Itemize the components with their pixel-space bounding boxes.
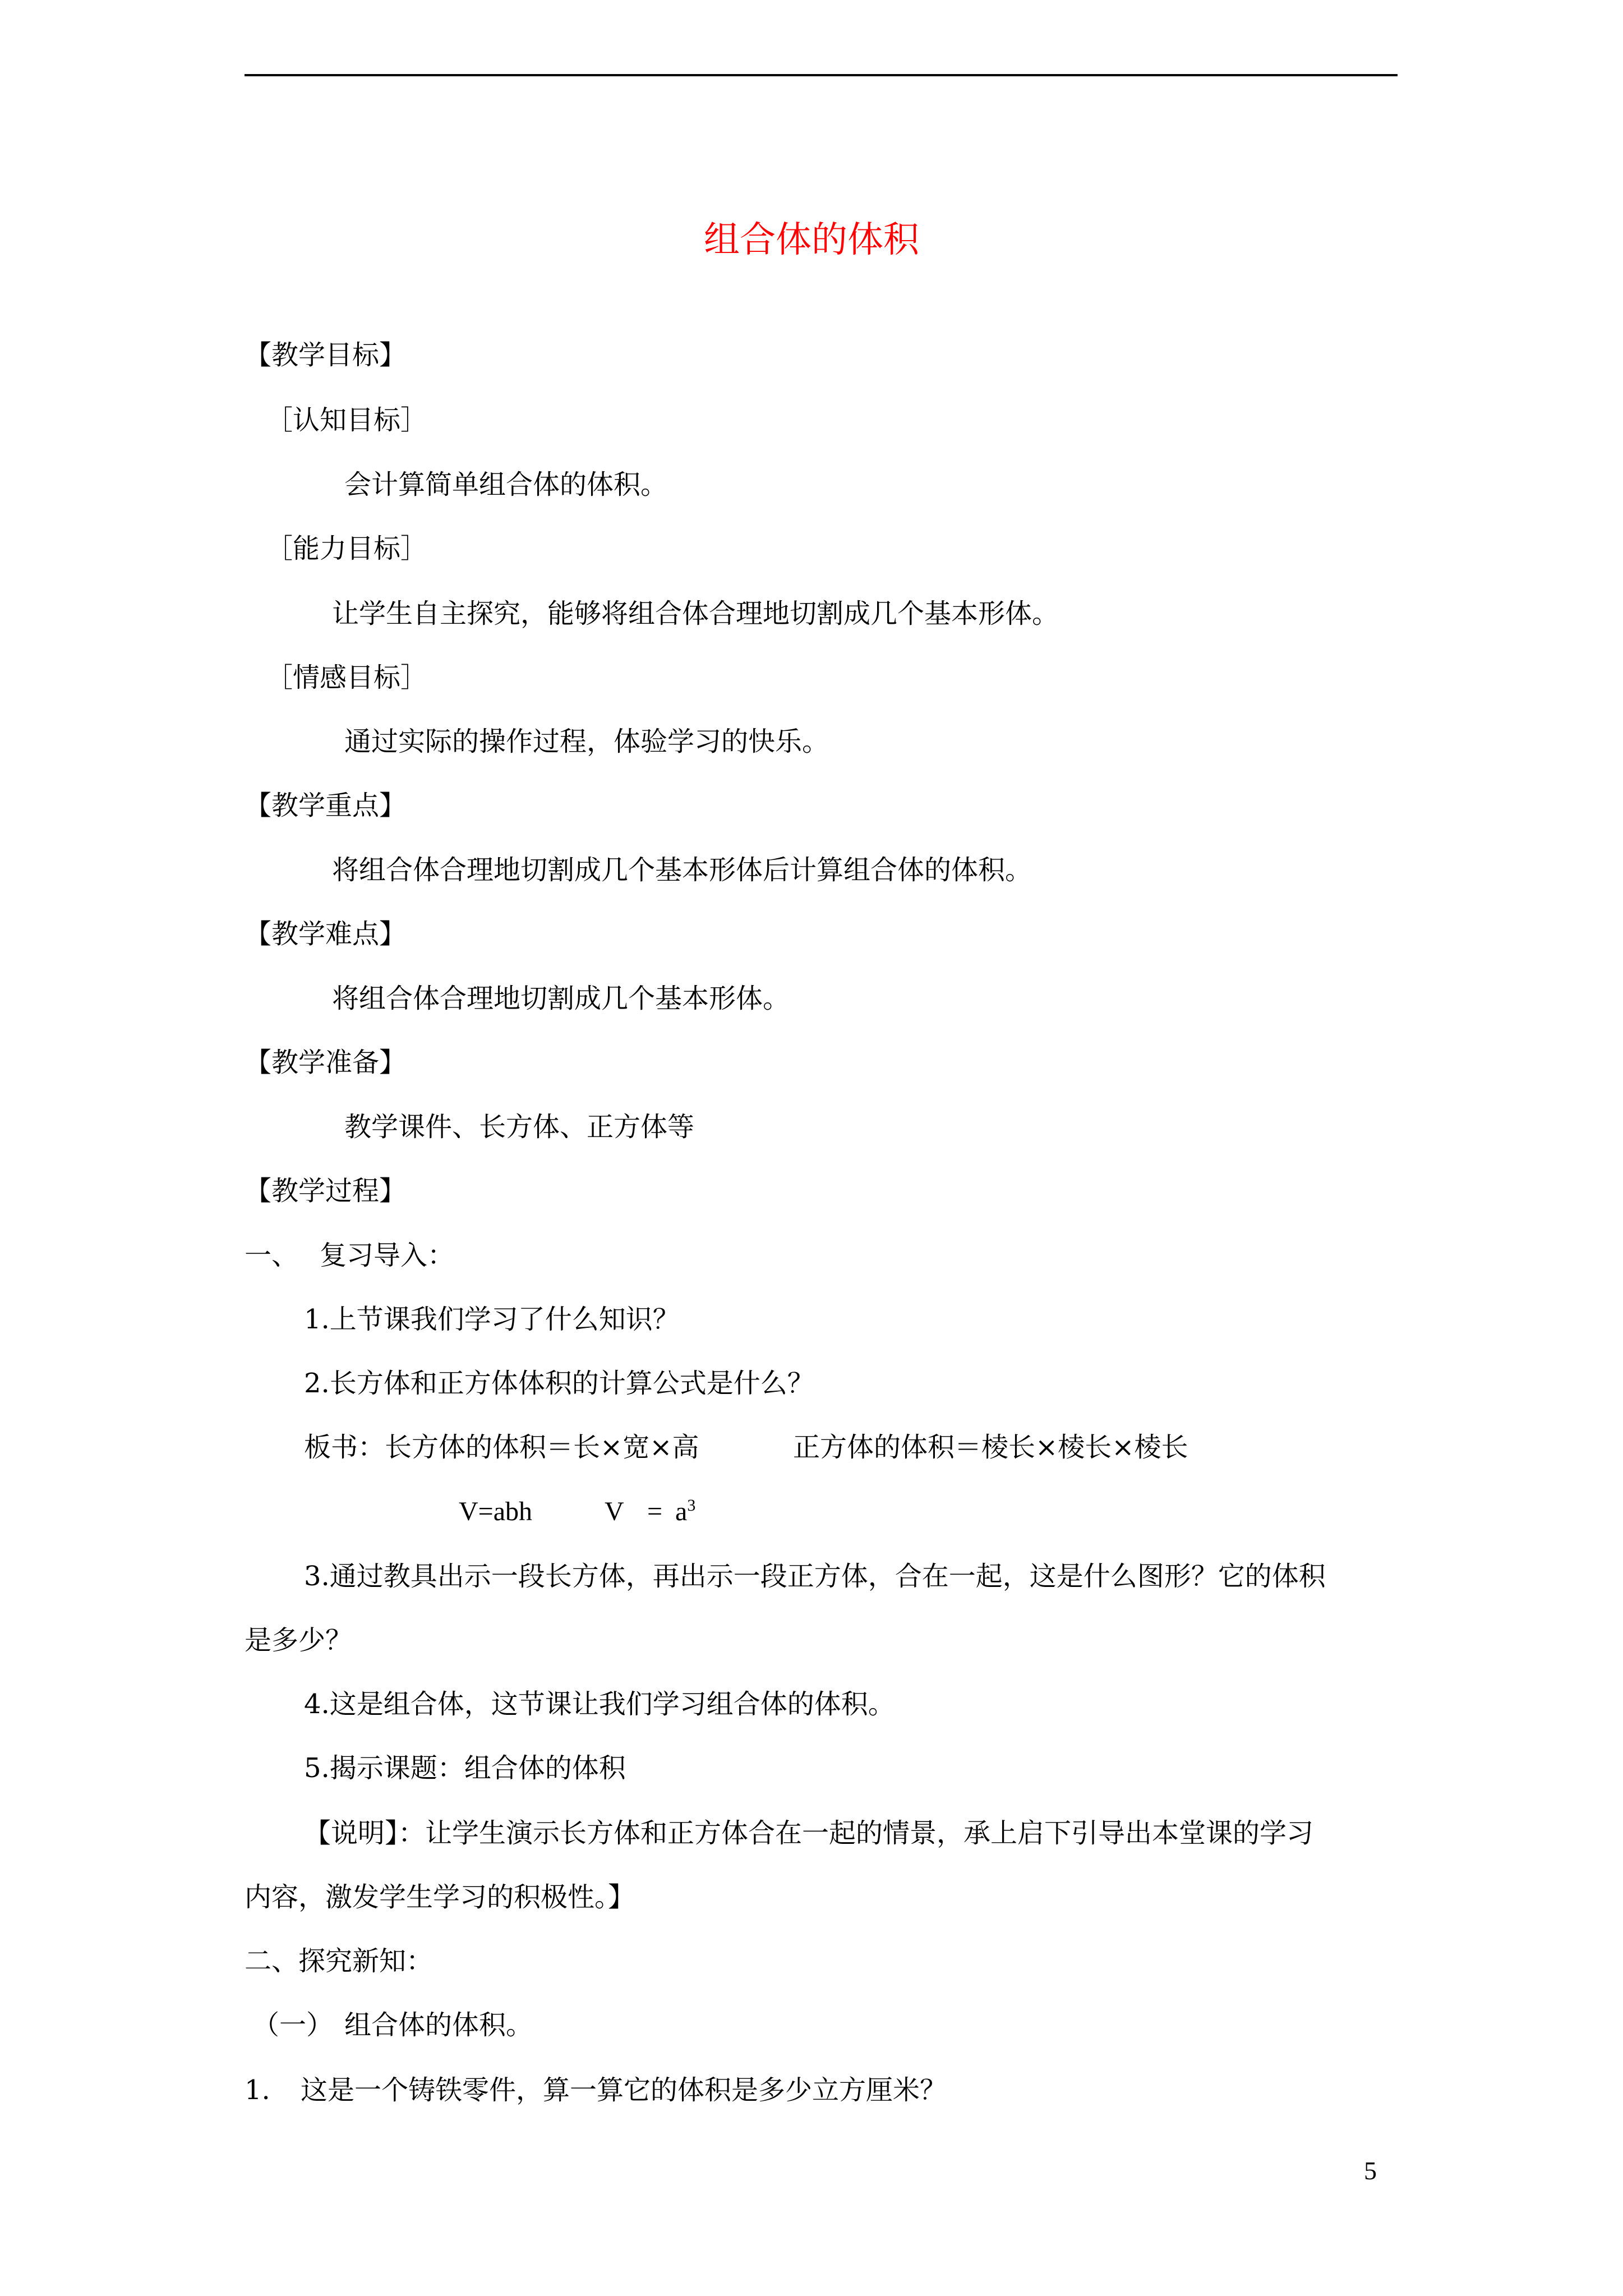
process-heading: 【教学过程】 — [245, 1175, 407, 1207]
question-3-line1: 3.通过教具出示一段长方体，再出示一段正方体，合在一起，这是什么图形？它的体积 — [304, 1561, 1326, 1592]
note-line2: 内容，激发学生学习的积极性。】 — [245, 1881, 635, 1913]
question-4: 4.这是组合体，这节课让我们学习组合体的体积。 — [304, 1688, 895, 1720]
board-cube-formula: 正方体的体积＝棱长×棱长×棱长 — [793, 1432, 1188, 1463]
ability-text: 让学生自主探究，能够将组合体合理地切割成几个基本形体。 — [332, 598, 1059, 629]
formula-cube-base: a — [675, 1497, 688, 1526]
page-title: 组合体的体积 — [704, 219, 919, 261]
prep-heading: 【教学准备】 — [245, 1047, 407, 1078]
question-5: 5.揭示课题：组合体的体积 — [304, 1752, 626, 1784]
key-heading: 【教学重点】 — [245, 790, 407, 821]
emotion-text: 通过实际的操作过程，体验学习的快乐。 — [344, 726, 829, 757]
difficulty-heading: 【教学难点】 — [245, 918, 407, 950]
formula-cube-equals: = — [647, 1497, 663, 1526]
item-1-text: 这是一个铸铁零件，算一算它的体积是多少立方厘米？ — [301, 2074, 947, 2106]
part2-heading: 二、探究新知： — [245, 1945, 434, 1977]
formula-cube-exponent: 3 — [687, 1496, 696, 1515]
emotion-heading: ［情感目标］ — [266, 662, 428, 693]
cognitive-heading: ［认知目标］ — [266, 404, 428, 436]
formula-cuboid: V=abh — [459, 1497, 533, 1526]
goals-heading: 【教学目标】 — [245, 339, 407, 371]
cognitive-text: 会计算简单组合体的体积。 — [344, 469, 668, 500]
question-3-line2: 是多少？ — [245, 1625, 353, 1656]
part1-number: 一、 — [245, 1240, 299, 1271]
part1-label: 复习导入： — [320, 1240, 455, 1271]
part2-sub-label: 组合体的体积。 — [344, 2009, 533, 2041]
part2-sub-number: （一） — [252, 2009, 334, 2041]
item-1-number: 1. — [245, 2074, 270, 2106]
note-line1: 【说明】：让学生演示长方体和正方体合在一起的情景，承上启下引导出本堂课的学习 — [304, 1818, 1314, 1849]
prep-text: 教学课件、长方体、正方体等 — [344, 1111, 695, 1143]
header-rule — [245, 74, 1398, 76]
key-text: 将组合体合理地切割成几个基本形体后计算组合体的体积。 — [332, 854, 1032, 886]
question-2: 2.长方体和正方体体积的计算公式是什么？ — [304, 1368, 814, 1399]
formula-cube-a — [675, 1495, 695, 1529]
difficulty-text: 将组合体合理地切割成几个基本形体。 — [332, 983, 790, 1014]
question-1: 1.上节课我们学习了什么知识？ — [304, 1304, 680, 1335]
formula-cube-v: V — [605, 1497, 624, 1526]
board-cuboid-formula: 板书：长方体的体积＝长×宽×高 — [304, 1432, 699, 1463]
ability-heading: ［能力目标］ — [266, 533, 428, 564]
page-number: 5 — [1364, 2156, 1377, 2185]
